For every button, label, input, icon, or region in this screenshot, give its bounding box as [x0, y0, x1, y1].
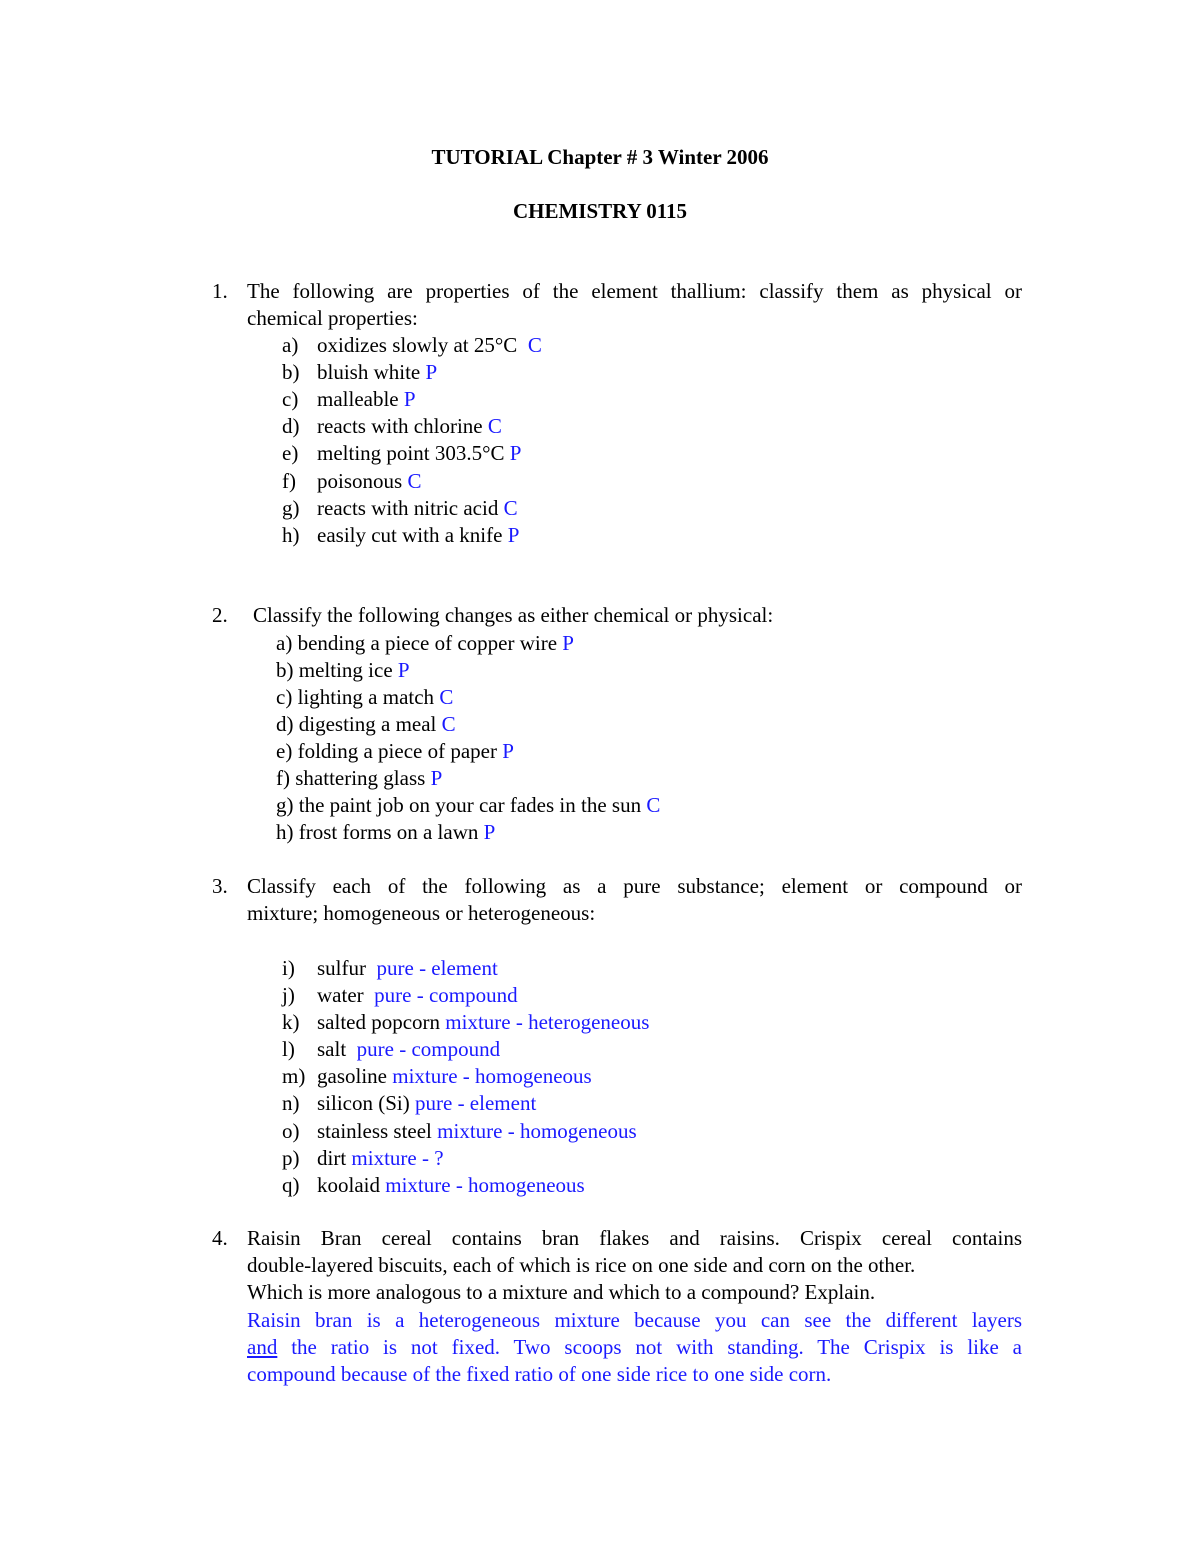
q1-item-answer: C [407, 469, 422, 493]
q3-item-answer: mixture - ? [351, 1146, 444, 1170]
q3-item-answer: pure - compound [356, 1037, 501, 1061]
q1-item-label: e) [282, 441, 299, 465]
q3-item-text: silicon (Si) [317, 1091, 410, 1115]
q1-item-text: reacts with chlorine [317, 414, 483, 438]
q4-answer-line2-rest: the ratio is not fixed. Two scoops not with standing. The Crispix is like a [277, 1335, 1022, 1359]
q3-item [317, 1172, 585, 1199]
q3-item-text: salted popcorn [317, 1010, 441, 1034]
q2-item-text: the paint job on your car fades in the sun [298, 793, 642, 817]
q3-item-answer: pure - compound [374, 983, 518, 1007]
q1-number: 1. [212, 279, 228, 303]
document-title: TUTORIAL Chapter # 3 Winter 2006 [431, 145, 769, 169]
q2-item-answer: C [646, 793, 661, 817]
q3-item-text: gasoline [317, 1064, 387, 1088]
q3-item-label: q) [282, 1173, 300, 1197]
q3-item-answer: pure - element [415, 1091, 537, 1115]
q2-item-answer: P [502, 739, 514, 763]
q2-item [276, 738, 514, 765]
q2-item-text: bending a piece of copper wire [297, 631, 558, 655]
q2-item-text: lighting a match [297, 685, 435, 709]
q3-item-text: koolaid [317, 1173, 380, 1197]
q3-item [317, 1118, 637, 1145]
q1-item [317, 495, 518, 522]
q1-item-text: poisonous [317, 469, 403, 493]
course-title: CHEMISTRY 0115 [512, 199, 688, 223]
q3-text-line1: Classify each of the following as a pure substance; element or compound or [247, 874, 1022, 898]
q4-text-line2: double-layered biscuits, each of which is rice on one side and corn on the other. [247, 1253, 916, 1277]
q2-item-answer: P [562, 631, 574, 655]
q1-item-text: malleable [317, 387, 399, 411]
q1-item [317, 332, 542, 359]
q3-item [317, 1009, 649, 1036]
q2-item-label: g) [276, 793, 294, 817]
q2-item [276, 657, 410, 684]
q1-item-answer: C [487, 414, 502, 438]
q3-item-label: n) [282, 1091, 300, 1115]
q3-item-label: o) [282, 1119, 300, 1143]
q2-item-label: e) [276, 739, 293, 763]
q2-item-answer: C [439, 685, 454, 709]
q3-item-text: sulfur [317, 956, 366, 980]
q2-item-text: shattering glass [295, 766, 426, 790]
q3-item [317, 955, 498, 982]
q2-item-answer: P [430, 766, 443, 790]
q2-item-text: digesting a meal [298, 712, 437, 736]
q1-item-label: a) [282, 333, 299, 357]
q1-item [317, 468, 421, 495]
q2-item-label: c) [276, 685, 293, 709]
q1-item-answer: P [507, 523, 520, 547]
q1-item-text: oxidizes slowly at 25°C [317, 333, 518, 357]
q1-item-answer: P [509, 441, 522, 465]
q4-answer-line1: Raisin bran is a heterogeneous mixture because you can see the different layers [247, 1308, 1022, 1332]
q4-answer-line2 [247, 1334, 1022, 1361]
q2-item-label: f) [276, 766, 290, 790]
q3-item [317, 1145, 444, 1172]
q2-item [276, 792, 660, 819]
q1-item [317, 440, 521, 467]
q2-item-text: frost forms on a lawn [298, 820, 479, 844]
q1-item [317, 413, 502, 440]
q1-item [317, 359, 437, 386]
q2-item-text: folding a piece of paper [297, 739, 497, 763]
q3-item-label: j) [282, 983, 295, 1007]
q1-text-line1: The following are properties of the element thallium: classify them as physical or [247, 279, 1022, 303]
q2-item-label: b) [276, 658, 294, 682]
q2-item-text: melting ice [298, 658, 393, 682]
q4-text-line1: Raisin Bran cereal contains bran flakes and raisins. Crispix cereal contains [247, 1226, 1022, 1250]
q1-item-label: b) [282, 360, 300, 384]
q3-item-text: water [317, 983, 364, 1007]
q3-number: 3. [212, 874, 228, 898]
q4-answer-underlined: and [247, 1335, 278, 1359]
q1-item-label: h) [282, 523, 300, 547]
q2-item-label: h) [276, 820, 294, 844]
q1-item [317, 386, 416, 413]
q4-number: 4. [212, 1226, 228, 1250]
q3-item-answer: mixture - homogeneous [392, 1064, 592, 1088]
q4-answer-line3: compound because of the fixed ratio of one side rice to one side corn. [247, 1362, 832, 1386]
q1-item-text: reacts with nitric acid [317, 496, 499, 520]
q3-item-label: p) [282, 1146, 300, 1170]
q1-text-line2: chemical properties: [247, 306, 418, 330]
q2-item-answer: P [483, 820, 496, 844]
q2-item [276, 711, 456, 738]
q1-item [317, 522, 519, 549]
q2-number: 2. [212, 603, 228, 627]
q3-item-answer: mixture - heterogeneous [445, 1010, 650, 1034]
q3-item-text: dirt [317, 1146, 347, 1170]
q1-item-answer: P [425, 360, 438, 384]
q3-item-label: l) [282, 1037, 295, 1061]
q3-item [317, 1063, 592, 1090]
q2-item [276, 765, 442, 792]
q3-item-text: salt [317, 1037, 347, 1061]
q3-item-answer: pure - element [376, 956, 498, 980]
q3-item-label: k) [282, 1010, 300, 1034]
q3-text-line2: mixture; homogeneous or heterogeneous: [247, 901, 596, 925]
q2-item [276, 630, 574, 657]
q2-item-answer: C [441, 712, 456, 736]
q1-item-answer: C [503, 496, 518, 520]
q3-item-answer: mixture - homogeneous [385, 1173, 585, 1197]
q3-item-text: stainless steel [317, 1119, 432, 1143]
q1-item-label: c) [282, 387, 299, 411]
q3-item-answer: mixture - homogeneous [437, 1119, 637, 1143]
q3-item [317, 1090, 536, 1117]
q1-item-answer: C [527, 333, 542, 357]
q2-item-label: d) [276, 712, 294, 736]
q2-item [276, 819, 495, 846]
q3-item [317, 1036, 500, 1063]
q1-item-text: easily cut with a knife [317, 523, 503, 547]
q2-item [276, 684, 453, 711]
q2-item-answer: P [397, 658, 410, 682]
q3-item-label: i) [282, 956, 295, 980]
q1-item-label: g) [282, 496, 300, 520]
q3-item-label: m) [282, 1064, 306, 1088]
q1-item-text: bluish white [317, 360, 421, 384]
q2-item-label: a) [276, 631, 293, 655]
q1-item-text: melting point 303.5°C [317, 441, 505, 465]
q1-item-label: f) [282, 469, 296, 493]
q3-item [317, 982, 518, 1009]
q4-text-line3: Which is more analogous to a mixture and which to a compound? Explain. [247, 1280, 876, 1304]
q2-text-line1: Classify the following changes as either chemical or physical: [253, 603, 774, 627]
q1-item-label: d) [282, 414, 300, 438]
q1-item-answer: P [403, 387, 416, 411]
